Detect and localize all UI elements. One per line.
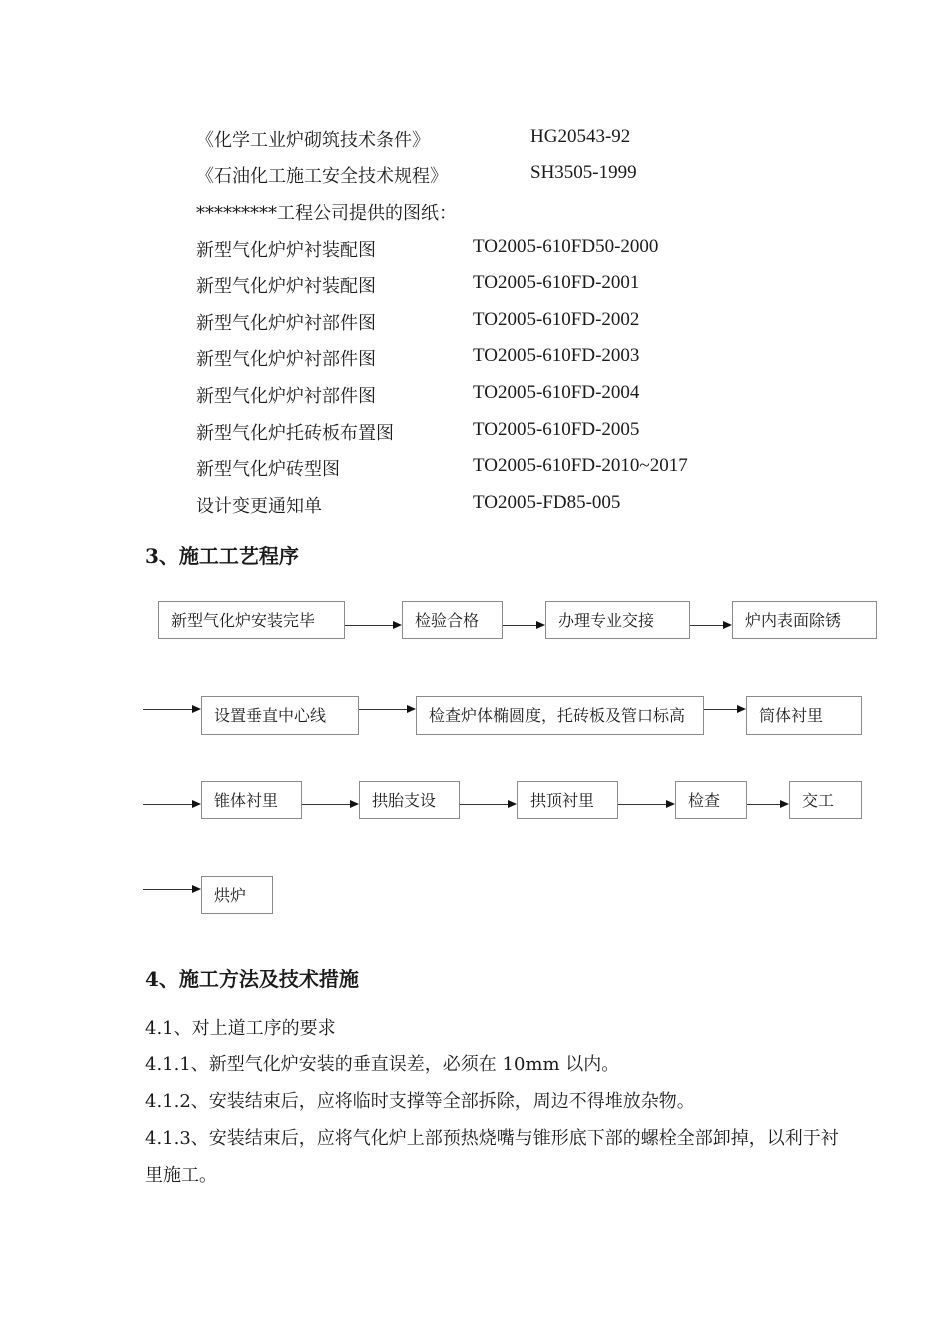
flow-step-cylinder-lining: 筒体衬里 [746, 696, 862, 735]
reference-name: 《石油化工施工安全技术规程》 [196, 166, 448, 187]
flow-step-cone-lining: 锥体衬里 [201, 781, 302, 819]
flow-arrow [345, 625, 400, 626]
reference-code: SH3505-1999 [530, 162, 637, 183]
flow-step-install-complete: 新型气化炉安装完毕 [158, 601, 345, 639]
drawing-code: TO2005-610FD-2004 [473, 382, 640, 403]
flow-step-rust-removal: 炉内表面除锈 [732, 601, 877, 639]
flow-step-arch-form: 拱胎支设 [359, 781, 460, 819]
flow-step-check-ellipticity: 检查炉体椭圆度，托砖板及管口标高 [416, 696, 704, 735]
flow-arrow [618, 804, 673, 805]
paragraph-4-1-1: 4.1.1、新型气化炉安装的垂直误差，必须在 10mm 以内。 [145, 1054, 620, 1075]
flow-step-inspection-pass: 检验合格 [402, 601, 503, 639]
drawing-code: TO2005-610FD-2001 [473, 272, 640, 293]
flow-arrow [143, 709, 199, 710]
flow-arrow [690, 625, 730, 626]
paragraph-4-1-3-continued: 里施工。 [145, 1165, 217, 1186]
drawing-code: TO2005-FD85-005 [473, 492, 621, 513]
flow-step-furnace-drying: 烘炉 [201, 876, 273, 914]
drawings-intro: *********工程公司提供的图纸： [196, 203, 457, 224]
drawing-name: 新型气化炉托砖板布置图 [196, 423, 394, 444]
drawing-name: 新型气化炉炉衬装配图 [196, 240, 376, 261]
flow-arrow [143, 804, 199, 805]
drawing-name: 新型气化炉炉衬装配图 [196, 276, 376, 297]
flow-arrow [302, 804, 357, 805]
drawing-name: 新型气化炉炉衬部件图 [196, 313, 376, 334]
drawing-name: 设计变更通知单 [196, 496, 322, 517]
drawing-code: TO2005-610FD50-2000 [473, 236, 659, 257]
section-3-title: 3、施工工艺程序 [145, 544, 299, 568]
flow-step-handover: 办理专业交接 [545, 601, 690, 639]
drawing-code: TO2005-610FD-2010~2017 [473, 455, 688, 476]
flow-arrow [704, 709, 744, 710]
drawing-code: TO2005-610FD-2003 [473, 345, 640, 366]
flow-step-dome-lining: 拱顶衬里 [517, 781, 618, 819]
flow-arrow [359, 709, 414, 710]
flow-step-center-line: 设置垂直中心线 [201, 696, 359, 735]
drawing-name: 新型气化炉炉衬部件图 [196, 386, 376, 407]
drawing-name: 新型气化炉砖型图 [196, 459, 340, 480]
paragraph-4-1: 4.1、对上道工序的要求 [145, 1018, 336, 1039]
flow-arrow [143, 889, 199, 890]
drawing-code: TO2005-610FD-2005 [473, 419, 640, 440]
paragraph-4-1-3: 4.1.3、安装结束后，应将气化炉上部预热烧嘴与锥形底下部的螺栓全部卸掉，以利于衬 [145, 1128, 839, 1149]
flow-step-handover-complete: 交工 [789, 781, 862, 819]
flow-arrow [747, 804, 787, 805]
flow-arrow [460, 804, 515, 805]
paragraph-4-1-2: 4.1.2、安装结束后，应将临时支撑等全部拆除，周边不得堆放杂物。 [145, 1091, 695, 1112]
flow-step-inspection: 检查 [675, 781, 747, 819]
reference-code: HG20543-92 [530, 126, 631, 147]
drawing-code: TO2005-610FD-2002 [473, 309, 640, 330]
drawing-name: 新型气化炉炉衬部件图 [196, 349, 376, 370]
flow-arrow [503, 625, 543, 626]
reference-name: 《化学工业炉砌筑技术条件》 [196, 130, 430, 151]
section-4-title: 4、施工方法及技术措施 [145, 967, 359, 991]
